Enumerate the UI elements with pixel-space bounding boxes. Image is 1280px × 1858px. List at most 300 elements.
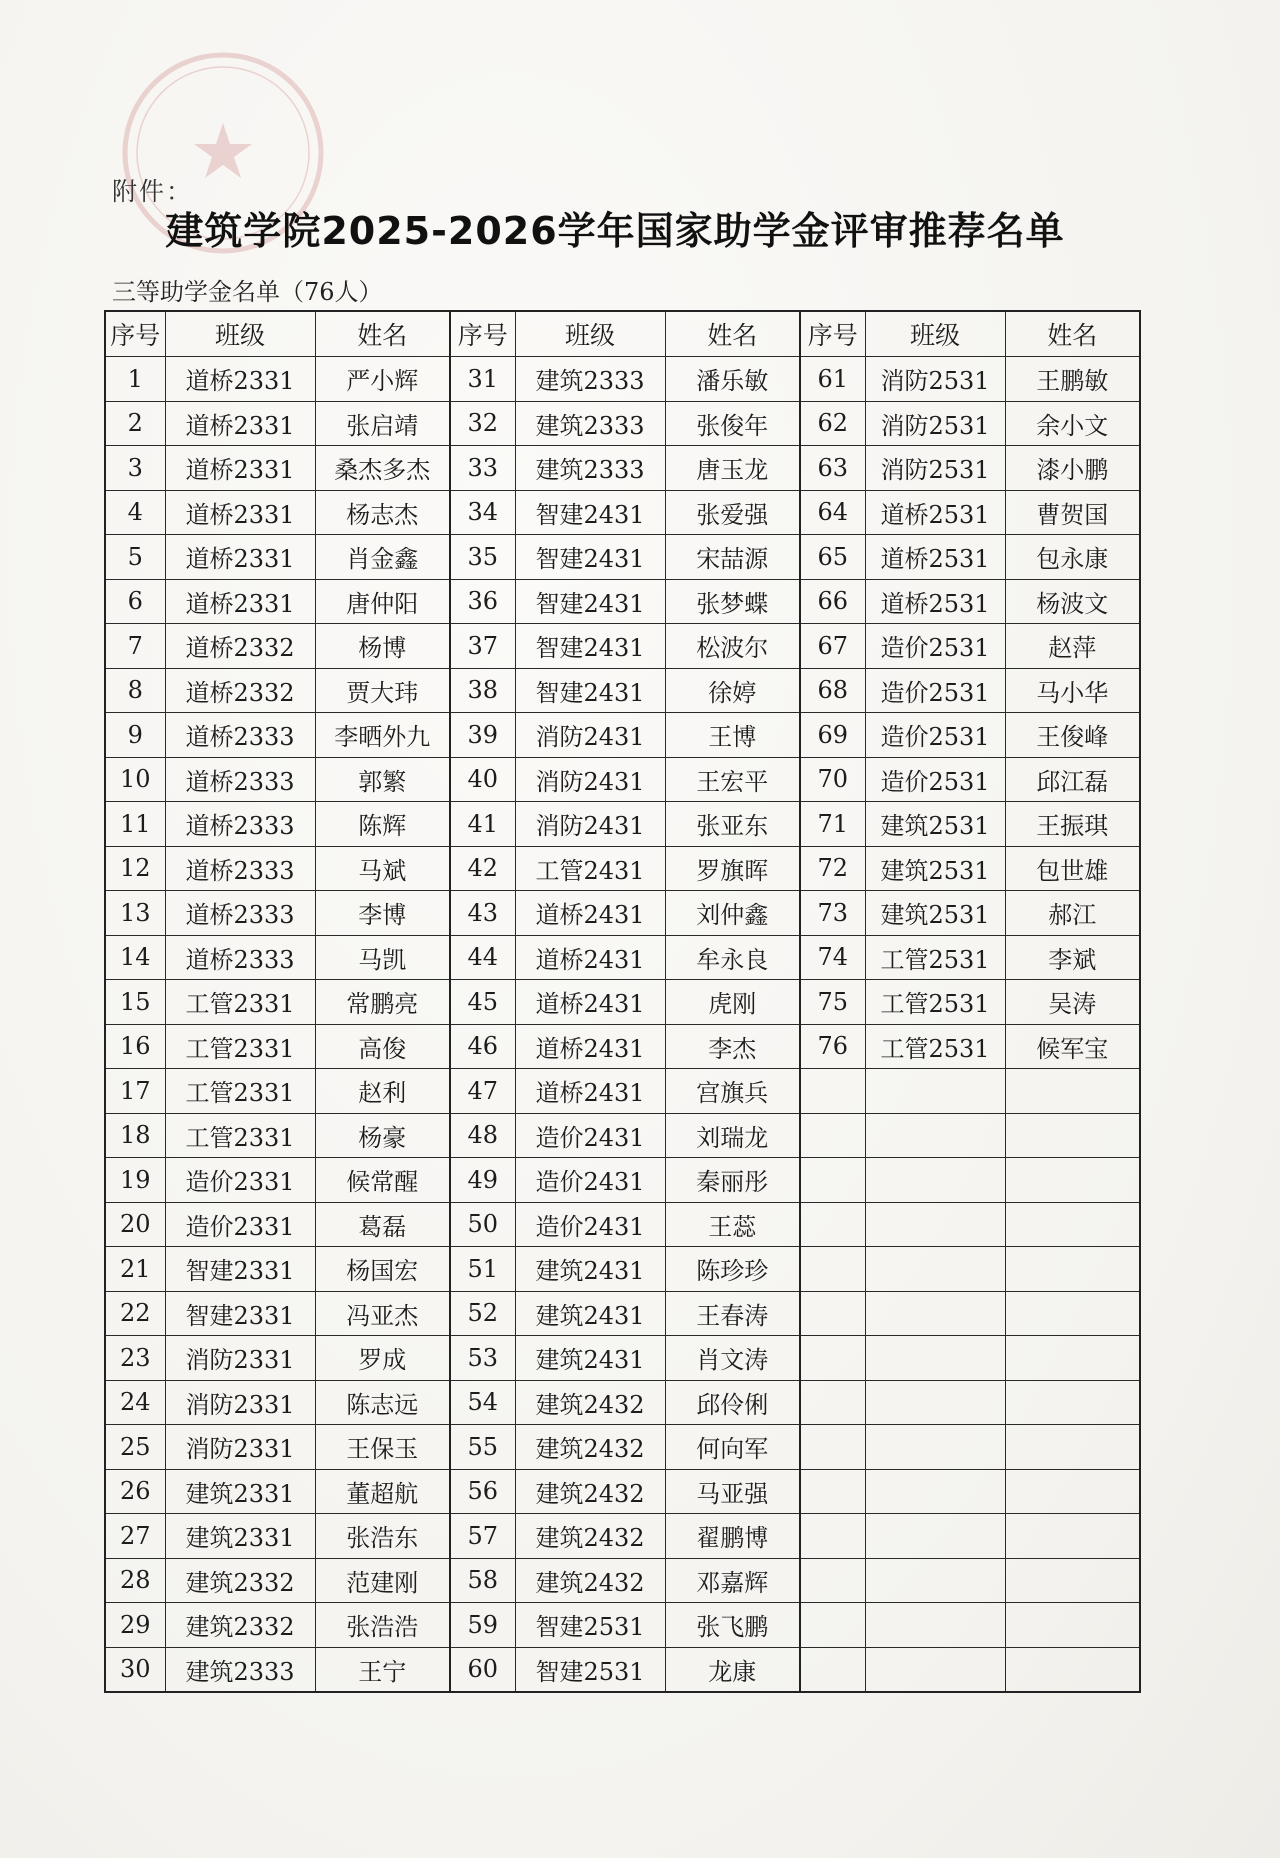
cell-class — [865, 1069, 1005, 1114]
cell-class: 造价2531 — [865, 624, 1005, 669]
table-row — [105, 668, 1140, 713]
cell-index — [800, 1291, 865, 1336]
cell-name: 包永康 — [1005, 535, 1140, 580]
cell-class: 道桥2431 — [515, 891, 665, 936]
cell-name: 曹贺国 — [1005, 490, 1140, 535]
cell-name: 杨博 — [315, 624, 450, 669]
cell-name: 李晒外九 — [315, 713, 450, 758]
cell-index: 25 — [105, 1425, 165, 1470]
cell-index: 10 — [105, 757, 165, 802]
cell-index: 5 — [105, 535, 165, 580]
cell-name: 冯亚杰 — [315, 1291, 450, 1336]
cell-class — [865, 1380, 1005, 1425]
cell-index: 52 — [450, 1291, 515, 1336]
cell-name: 翟鹏博 — [665, 1514, 800, 1559]
cell-name: 张梦蝶 — [665, 579, 800, 624]
cell-class: 建筑2432 — [515, 1425, 665, 1470]
cell-name: 张爱强 — [665, 490, 800, 535]
table-row — [105, 802, 1140, 847]
cell-name: 常鹏亮 — [315, 980, 450, 1025]
cell-class — [865, 1336, 1005, 1381]
cell-class: 道桥2332 — [165, 624, 315, 669]
cell-name — [1005, 1291, 1140, 1336]
cell-class — [865, 1291, 1005, 1336]
cell-class: 建筑2333 — [515, 446, 665, 491]
table-row — [105, 490, 1140, 535]
cell-class: 工管2531 — [865, 935, 1005, 980]
cell-index: 37 — [450, 624, 515, 669]
table-row — [105, 1425, 1140, 1470]
table-row — [105, 1380, 1140, 1425]
cell-class: 建筑2431 — [515, 1336, 665, 1381]
cell-index: 1 — [105, 357, 165, 402]
cell-class: 工管2331 — [165, 980, 315, 1025]
cell-index — [800, 1425, 865, 1470]
cell-index: 68 — [800, 668, 865, 713]
cell-name: 张飞鹏 — [665, 1603, 800, 1648]
cell-name — [1005, 1469, 1140, 1514]
cell-index: 75 — [800, 980, 865, 1025]
cell-class: 造价2331 — [165, 1202, 315, 1247]
cell-name: 候常醒 — [315, 1158, 450, 1203]
cell-index: 8 — [105, 668, 165, 713]
table-row — [105, 1647, 1140, 1692]
cell-class: 道桥2331 — [165, 535, 315, 580]
cell-index — [800, 1158, 865, 1203]
cell-index: 20 — [105, 1202, 165, 1247]
cell-class: 建筑2333 — [165, 1647, 315, 1692]
table-row — [105, 579, 1140, 624]
cell-name: 王鹏敏 — [1005, 357, 1140, 402]
cell-index — [800, 1647, 865, 1692]
table-row — [105, 980, 1140, 1025]
cell-index: 73 — [800, 891, 865, 936]
header-index: 序号 — [450, 311, 515, 357]
cell-class — [865, 1514, 1005, 1559]
cell-name — [1005, 1380, 1140, 1425]
cell-name: 陈辉 — [315, 802, 450, 847]
cell-class: 道桥2333 — [165, 713, 315, 758]
cell-name: 罗旗晖 — [665, 846, 800, 891]
cell-class: 建筑2431 — [515, 1247, 665, 1292]
cell-class — [865, 1202, 1005, 1247]
cell-index: 35 — [450, 535, 515, 580]
cell-name: 赵利 — [315, 1069, 450, 1114]
cell-index — [800, 1336, 865, 1381]
cell-class: 道桥2531 — [865, 535, 1005, 580]
cell-class: 建筑2331 — [165, 1514, 315, 1559]
cell-name — [1005, 1647, 1140, 1692]
cell-class: 建筑2432 — [515, 1380, 665, 1425]
cell-index: 74 — [800, 935, 865, 980]
header-index: 序号 — [800, 311, 865, 357]
table-row — [105, 1158, 1140, 1203]
cell-index: 13 — [105, 891, 165, 936]
cell-class: 建筑2332 — [165, 1603, 315, 1648]
cell-index: 41 — [450, 802, 515, 847]
cell-class: 智建2431 — [515, 668, 665, 713]
cell-name: 徐婷 — [665, 668, 800, 713]
cell-name: 李博 — [315, 891, 450, 936]
cell-class: 造价2431 — [515, 1113, 665, 1158]
cell-class: 工管2331 — [165, 1113, 315, 1158]
table-row — [105, 757, 1140, 802]
table-row — [105, 713, 1140, 758]
header-class: 班级 — [515, 311, 665, 357]
cell-index: 47 — [450, 1069, 515, 1114]
cell-index: 53 — [450, 1336, 515, 1381]
cell-class: 道桥2333 — [165, 891, 315, 936]
header-class: 班级 — [865, 311, 1005, 357]
cell-name: 龙康 — [665, 1647, 800, 1692]
cell-name: 王振琪 — [1005, 802, 1140, 847]
cell-class — [865, 1247, 1005, 1292]
header-name: 姓名 — [315, 311, 450, 357]
cell-index: 39 — [450, 713, 515, 758]
cell-name: 邱伶俐 — [665, 1380, 800, 1425]
cell-index — [800, 1558, 865, 1603]
cell-class: 建筑2531 — [865, 846, 1005, 891]
table-header-row — [105, 311, 1140, 357]
cell-class: 建筑2432 — [515, 1514, 665, 1559]
cell-index: 16 — [105, 1024, 165, 1069]
cell-index: 7 — [105, 624, 165, 669]
cell-index: 43 — [450, 891, 515, 936]
cell-index: 69 — [800, 713, 865, 758]
table-row — [105, 1069, 1140, 1114]
cell-class: 工管2331 — [165, 1069, 315, 1114]
cell-class: 道桥2331 — [165, 357, 315, 402]
cell-name: 秦丽彤 — [665, 1158, 800, 1203]
cell-class: 道桥2332 — [165, 668, 315, 713]
cell-name: 唐玉龙 — [665, 446, 800, 491]
cell-name: 郭繁 — [315, 757, 450, 802]
cell-class: 道桥2333 — [165, 846, 315, 891]
cell-index: 11 — [105, 802, 165, 847]
cell-index: 36 — [450, 579, 515, 624]
cell-class: 智建2531 — [515, 1603, 665, 1648]
cell-name — [1005, 1603, 1140, 1648]
cell-class: 消防2431 — [515, 802, 665, 847]
cell-name — [1005, 1425, 1140, 1470]
cell-class: 消防2331 — [165, 1425, 315, 1470]
cell-name: 宋喆源 — [665, 535, 800, 580]
list-subtitle: 三等助学金名单（76人） — [112, 278, 383, 306]
cell-index — [800, 1380, 865, 1425]
cell-name: 张浩浩 — [315, 1603, 450, 1648]
cell-class: 造价2531 — [865, 668, 1005, 713]
cell-index: 71 — [800, 802, 865, 847]
cell-class: 消防2531 — [865, 357, 1005, 402]
cell-name: 高俊 — [315, 1024, 450, 1069]
cell-name: 肖金鑫 — [315, 535, 450, 580]
cell-name: 张浩东 — [315, 1514, 450, 1559]
cell-name — [1005, 1247, 1140, 1292]
cell-name: 包世雄 — [1005, 846, 1140, 891]
cell-index: 64 — [800, 490, 865, 535]
cell-index: 24 — [105, 1380, 165, 1425]
cell-name — [1005, 1336, 1140, 1381]
cell-index: 46 — [450, 1024, 515, 1069]
cell-class: 建筑2531 — [865, 891, 1005, 936]
cell-class: 消防2531 — [865, 401, 1005, 446]
cell-index: 19 — [105, 1158, 165, 1203]
cell-name: 陈志远 — [315, 1380, 450, 1425]
cell-index: 38 — [450, 668, 515, 713]
cell-index: 22 — [105, 1291, 165, 1336]
cell-class: 智建2431 — [515, 535, 665, 580]
cell-index: 76 — [800, 1024, 865, 1069]
cell-name — [1005, 1069, 1140, 1114]
cell-class: 道桥2431 — [515, 1024, 665, 1069]
cell-name: 张亚东 — [665, 802, 800, 847]
cell-name: 何向军 — [665, 1425, 800, 1470]
cell-index — [800, 1069, 865, 1114]
table-row — [105, 535, 1140, 580]
cell-index — [800, 1469, 865, 1514]
cell-class: 道桥2331 — [165, 446, 315, 491]
cell-name: 虎刚 — [665, 980, 800, 1025]
cell-index: 9 — [105, 713, 165, 758]
cell-class — [865, 1647, 1005, 1692]
cell-index: 56 — [450, 1469, 515, 1514]
cell-class: 工管2531 — [865, 1024, 1005, 1069]
header-name: 姓名 — [1005, 311, 1140, 357]
cell-name: 肖文涛 — [665, 1336, 800, 1381]
cell-index: 66 — [800, 579, 865, 624]
cell-class: 建筑2333 — [515, 401, 665, 446]
cell-index: 2 — [105, 401, 165, 446]
cell-name: 罗成 — [315, 1336, 450, 1381]
cell-class: 道桥2531 — [865, 490, 1005, 535]
cell-name: 刘瑞龙 — [665, 1113, 800, 1158]
cell-class: 道桥2431 — [515, 1069, 665, 1114]
cell-name — [1005, 1158, 1140, 1203]
cell-index: 50 — [450, 1202, 515, 1247]
table-row — [105, 1514, 1140, 1559]
cell-index: 15 — [105, 980, 165, 1025]
cell-class: 消防2331 — [165, 1336, 315, 1381]
cell-index: 45 — [450, 980, 515, 1025]
cell-class: 道桥2331 — [165, 490, 315, 535]
cell-name: 葛磊 — [315, 1202, 450, 1247]
cell-class: 道桥2331 — [165, 401, 315, 446]
cell-name — [1005, 1514, 1140, 1559]
cell-index: 40 — [450, 757, 515, 802]
cell-class: 道桥2531 — [865, 579, 1005, 624]
cell-class: 智建2331 — [165, 1291, 315, 1336]
cell-name: 李杰 — [665, 1024, 800, 1069]
cell-name: 王博 — [665, 713, 800, 758]
cell-class: 消防2331 — [165, 1380, 315, 1425]
cell-name: 松波尔 — [665, 624, 800, 669]
cell-name: 杨豪 — [315, 1113, 450, 1158]
cell-name: 王春涛 — [665, 1291, 800, 1336]
cell-name: 漆小鹏 — [1005, 446, 1140, 491]
cell-index: 18 — [105, 1113, 165, 1158]
cell-class: 建筑2331 — [165, 1469, 315, 1514]
cell-name: 王蕊 — [665, 1202, 800, 1247]
cell-class: 建筑2531 — [865, 802, 1005, 847]
cell-name: 邱江磊 — [1005, 757, 1140, 802]
cell-name: 桑杰多杰 — [315, 446, 450, 491]
cell-class: 造价2331 — [165, 1158, 315, 1203]
cell-index: 72 — [800, 846, 865, 891]
cell-class: 造价2531 — [865, 713, 1005, 758]
cell-index: 51 — [450, 1247, 515, 1292]
cell-index: 31 — [450, 357, 515, 402]
cell-index: 44 — [450, 935, 515, 980]
cell-class: 建筑2432 — [515, 1469, 665, 1514]
cell-index: 54 — [450, 1380, 515, 1425]
cell-class: 道桥2431 — [515, 980, 665, 1025]
cell-index: 48 — [450, 1113, 515, 1158]
table-row — [105, 401, 1140, 446]
cell-index: 32 — [450, 401, 515, 446]
cell-class: 建筑2432 — [515, 1558, 665, 1603]
cell-class: 智建2531 — [515, 1647, 665, 1692]
cell-class: 智建2431 — [515, 579, 665, 624]
cell-index — [800, 1247, 865, 1292]
table-row — [105, 1603, 1140, 1648]
cell-name: 唐仲阳 — [315, 579, 450, 624]
table-row — [105, 446, 1140, 491]
table-row — [105, 935, 1140, 980]
cell-index: 23 — [105, 1336, 165, 1381]
cell-index: 67 — [800, 624, 865, 669]
cell-index — [800, 1202, 865, 1247]
header-name: 姓名 — [665, 311, 800, 357]
cell-index: 12 — [105, 846, 165, 891]
cell-index: 6 — [105, 579, 165, 624]
cell-name: 杨志杰 — [315, 490, 450, 535]
cell-class — [865, 1158, 1005, 1203]
cell-name: 潘乐敏 — [665, 357, 800, 402]
cell-index: 59 — [450, 1603, 515, 1648]
cell-index: 70 — [800, 757, 865, 802]
cell-class — [865, 1113, 1005, 1158]
cell-index: 4 — [105, 490, 165, 535]
header-index: 序号 — [105, 311, 165, 357]
cell-class: 消防2431 — [515, 713, 665, 758]
table-row — [105, 357, 1140, 402]
cell-name: 王宏平 — [665, 757, 800, 802]
cell-class: 道桥2333 — [165, 935, 315, 980]
cell-name: 贾大玮 — [315, 668, 450, 713]
cell-class: 建筑2333 — [515, 357, 665, 402]
cell-class: 消防2431 — [515, 757, 665, 802]
cell-index: 34 — [450, 490, 515, 535]
cell-index: 60 — [450, 1647, 515, 1692]
table-row — [105, 1469, 1140, 1514]
cell-index: 14 — [105, 935, 165, 980]
cell-name: 马斌 — [315, 846, 450, 891]
cell-name: 陈珍珍 — [665, 1247, 800, 1292]
cell-class — [865, 1558, 1005, 1603]
cell-class: 道桥2431 — [515, 935, 665, 980]
cell-name: 范建刚 — [315, 1558, 450, 1603]
cell-index: 21 — [105, 1247, 165, 1292]
cell-index — [800, 1514, 865, 1559]
cell-class: 智建2431 — [515, 624, 665, 669]
cell-class: 工管2331 — [165, 1024, 315, 1069]
cell-index — [800, 1603, 865, 1648]
cell-index: 57 — [450, 1514, 515, 1559]
cell-index: 27 — [105, 1514, 165, 1559]
cell-name: 张启靖 — [315, 401, 450, 446]
table-row — [105, 1202, 1140, 1247]
table-row — [105, 1336, 1140, 1381]
table-row — [105, 624, 1140, 669]
cell-class: 消防2531 — [865, 446, 1005, 491]
table-row — [105, 846, 1140, 891]
cell-name: 郝江 — [1005, 891, 1140, 936]
cell-class: 造价2531 — [865, 757, 1005, 802]
cell-index: 55 — [450, 1425, 515, 1470]
table-row — [105, 1247, 1140, 1292]
table-row — [105, 1558, 1140, 1603]
cell-class: 建筑2332 — [165, 1558, 315, 1603]
cell-index — [800, 1113, 865, 1158]
cell-name: 严小辉 — [315, 357, 450, 402]
cell-class: 道桥2333 — [165, 802, 315, 847]
cell-index: 62 — [800, 401, 865, 446]
cell-class — [865, 1425, 1005, 1470]
cell-name: 马亚强 — [665, 1469, 800, 1514]
cell-class: 智建2431 — [515, 490, 665, 535]
cell-name: 刘仲鑫 — [665, 891, 800, 936]
header-class: 班级 — [165, 311, 315, 357]
cell-name: 马小华 — [1005, 668, 1140, 713]
table-row — [105, 1113, 1140, 1158]
cell-class: 道桥2331 — [165, 579, 315, 624]
cell-name: 王宁 — [315, 1647, 450, 1692]
cell-index: 30 — [105, 1647, 165, 1692]
recipient-table — [104, 310, 1141, 1693]
cell-name: 李斌 — [1005, 935, 1140, 980]
cell-index: 49 — [450, 1158, 515, 1203]
cell-class: 智建2331 — [165, 1247, 315, 1292]
cell-index: 28 — [105, 1558, 165, 1603]
table-body — [105, 357, 1140, 1693]
cell-index: 29 — [105, 1603, 165, 1648]
cell-name: 吴涛 — [1005, 980, 1140, 1025]
cell-name: 宫旗兵 — [665, 1069, 800, 1114]
cell-index: 42 — [450, 846, 515, 891]
cell-name: 马凯 — [315, 935, 450, 980]
cell-name: 杨国宏 — [315, 1247, 450, 1292]
cell-index: 65 — [800, 535, 865, 580]
table-row — [105, 891, 1140, 936]
cell-name — [1005, 1202, 1140, 1247]
cell-name: 余小文 — [1005, 401, 1140, 446]
cell-class — [865, 1603, 1005, 1648]
cell-name: 王俊峰 — [1005, 713, 1140, 758]
cell-name — [1005, 1558, 1140, 1603]
attachment-label: 附件： — [112, 177, 194, 206]
cell-class: 工管2531 — [865, 980, 1005, 1025]
cell-class: 造价2431 — [515, 1158, 665, 1203]
cell-index: 17 — [105, 1069, 165, 1114]
table-row — [105, 1291, 1140, 1336]
cell-name — [1005, 1113, 1140, 1158]
page-title: 建筑学院2025-2026学年国家助学金评审推荐名单 — [165, 209, 1065, 253]
cell-class — [865, 1469, 1005, 1514]
table-row — [105, 1024, 1140, 1069]
cell-name: 候军宝 — [1005, 1024, 1140, 1069]
cell-index: 61 — [800, 357, 865, 402]
cell-index: 3 — [105, 446, 165, 491]
